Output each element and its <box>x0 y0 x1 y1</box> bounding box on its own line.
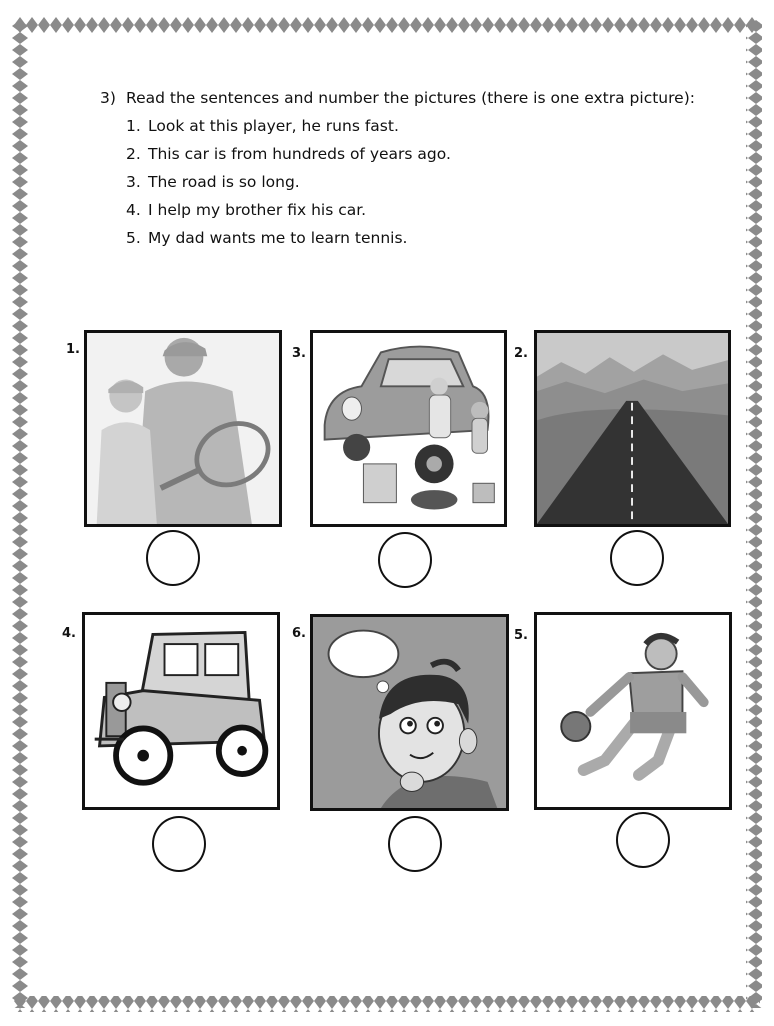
answer-circle[interactable] <box>152 816 206 872</box>
question-instruction: Read the sentences and number the pictures (there is one extra picture): <box>126 89 695 107</box>
thinking-boy-icon <box>310 614 509 811</box>
picture-label: 1. <box>66 342 80 357</box>
car-repair-icon <box>310 330 507 527</box>
picture-label: 2. <box>514 346 528 361</box>
tennis-lesson-icon <box>84 330 282 527</box>
vintage-car-icon <box>82 612 280 810</box>
long-road-icon <box>534 330 731 527</box>
question-block <box>100 84 720 252</box>
sentence-item: 5. My dad wants me to learn tennis. <box>126 229 408 247</box>
sentence-item: 3. The road is so long. <box>126 173 300 191</box>
sentence-item: 2. This car is from hundreds of years ago. <box>126 145 451 163</box>
question-number: 3) <box>100 89 116 107</box>
sentence-item: 1. Look at this player, he runs fast. <box>126 117 399 135</box>
answer-circle[interactable] <box>146 530 200 586</box>
picture-label: 4. <box>62 626 76 641</box>
answer-circle[interactable] <box>616 812 670 868</box>
answer-circle[interactable] <box>610 530 664 586</box>
answer-circle[interactable] <box>378 532 432 588</box>
sentence-item: 4. I help my brother fix his car. <box>126 201 367 219</box>
answer-circle[interactable] <box>388 816 442 872</box>
basketball-player-icon <box>534 612 732 810</box>
picture-label: 3. <box>292 346 306 361</box>
picture-label: 5. <box>514 628 528 643</box>
sentence-list <box>100 112 720 252</box>
picture-label: 6. <box>292 626 306 641</box>
